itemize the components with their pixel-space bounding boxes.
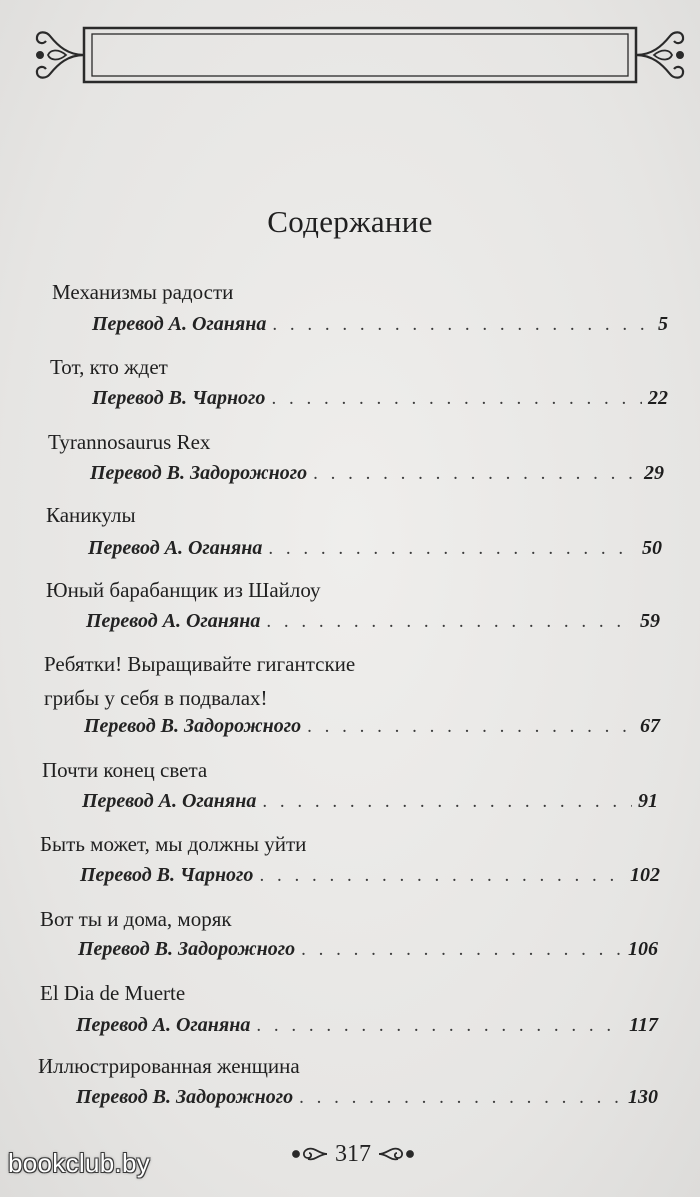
toc-entry-line (92, 313, 668, 336)
flourish-right-icon (377, 1143, 415, 1165)
toc-entry-page: 59 (640, 610, 660, 632)
toc-entry-page: 91 (638, 790, 658, 812)
toc-entry-title: Иллюстрированная женщина (38, 1054, 300, 1078)
toc-entry-page: 29 (644, 462, 664, 484)
toc-entry-title: Юный барабанщик из Шайлоу (46, 578, 321, 602)
toc-entry-page: 102 (630, 864, 660, 886)
toc-entry-page: 130 (628, 1086, 658, 1108)
toc-entry-line (86, 610, 660, 633)
toc-entry-page: 50 (642, 537, 662, 559)
toc-entry-translator: Перевод В. Задорожного (78, 938, 296, 960)
toc-entry-page: 117 (629, 1014, 658, 1036)
toc-entry-line (80, 864, 660, 887)
dot-leader (272, 314, 652, 336)
toc-entry-title: грибы у себя в подвалах! (44, 686, 268, 710)
dot-leader (299, 1087, 622, 1109)
toc-entry-line (76, 1014, 658, 1037)
dot-leader (266, 611, 634, 633)
toc-entry-translator: Перевод А. Оганяна (88, 537, 263, 559)
toc-entry-title: Тот, кто ждет (50, 355, 168, 379)
toc-entry-page: 22 (648, 387, 668, 409)
toc-entry-translator: Перевод В. Задорожного (76, 1086, 294, 1108)
page-title: Содержание (267, 204, 433, 239)
page-footer (288, 1136, 418, 1172)
flourish-left-icon (291, 1143, 329, 1165)
toc-entry-line (76, 1086, 658, 1109)
dot-leader (271, 388, 642, 410)
toc-entry-translator: Перевод В. Задорожного (90, 462, 308, 484)
toc-entry-title: Вот ты и дома, моряк (40, 907, 232, 931)
dot-leader (262, 791, 632, 813)
toc-entry-translator: Перевод А. Оганяна (92, 313, 267, 335)
toc-entry-title: Быть может, мы должны уйти (40, 832, 307, 856)
toc-entry-translator: Перевод А. Оганяна (76, 1014, 251, 1036)
toc-entry-title: Ребятки! Выращивайте гигантские (44, 652, 356, 676)
dot-leader (259, 865, 624, 887)
toc-entry-translator: Перевод В. Чарного (80, 864, 254, 886)
dot-leader (301, 939, 622, 961)
dot-leader (268, 538, 636, 560)
toc-entry-line (90, 462, 664, 485)
toc-entry-translator: Перевод В. Чарного (92, 387, 266, 409)
toc-entry-line (92, 387, 668, 410)
toc-entry-page: 5 (658, 313, 668, 335)
toc-entry-translator: Перевод А. Оганяна (86, 610, 261, 632)
toc-entry-line (88, 537, 662, 560)
toc-entry-translator: Перевод А. Оганяна (82, 790, 257, 812)
dot-leader (307, 716, 634, 738)
toc-entry-page: 67 (640, 715, 660, 737)
toc-entry-translator: Перевод В. Задорожного (84, 715, 302, 737)
toc-entry-line (82, 790, 658, 813)
site-watermark: bookclub.by (8, 1148, 151, 1178)
toc-entry-title: Механизмы радости (52, 280, 234, 304)
toc-entry-title: Каникулы (46, 503, 136, 527)
toc-entry-title: Почти конец света (42, 758, 208, 782)
toc-entry-line (84, 715, 660, 738)
toc-entry-title: Tyrannosaurus Rex (48, 430, 211, 454)
dot-leader (256, 1015, 623, 1037)
toc-entry-line (78, 938, 658, 961)
toc-entry-title: El Dia de Muerte (40, 981, 186, 1005)
page-number: 317 (335, 1140, 371, 1167)
dot-leader (313, 463, 638, 485)
toc-entry-page: 106 (628, 938, 658, 960)
